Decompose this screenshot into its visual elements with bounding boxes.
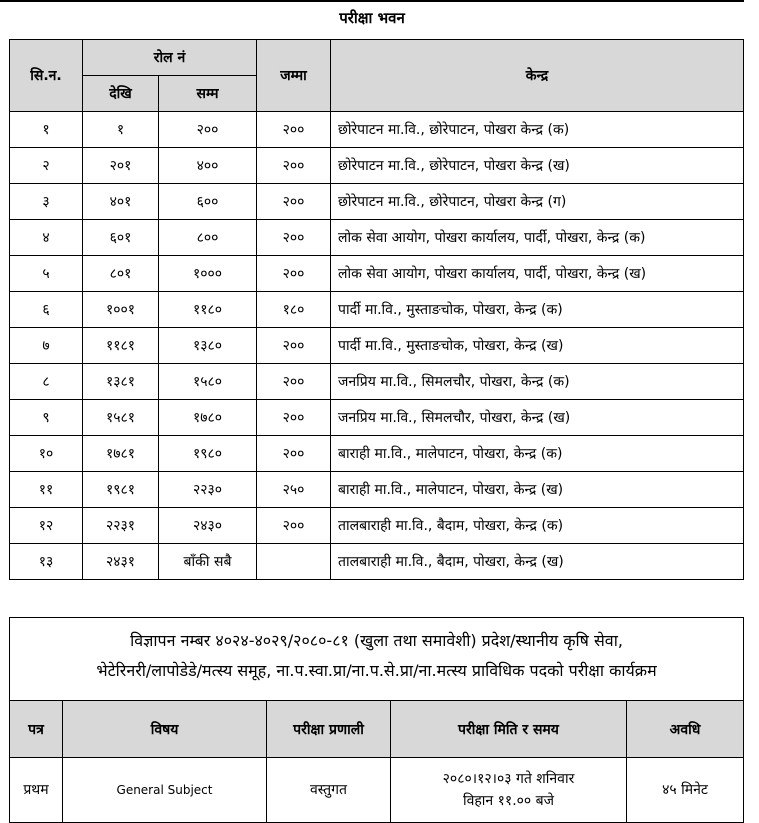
table-row [10, 148, 744, 184]
row-center: छोरेपाटन मा.वि., छोरेपाटन, पोखरा केन्द्र (ग) [331, 184, 744, 220]
header-to: सम्म [159, 76, 257, 112]
exam-subject: General Subject [116, 783, 213, 797]
row-total [257, 544, 331, 580]
header-duration: अवधि [627, 701, 744, 758]
table-row [10, 508, 744, 544]
row-total: १८० [257, 292, 331, 328]
row-from: १७८१ [83, 436, 159, 472]
row-sn: १२ [10, 508, 83, 544]
row-center: तालबाराही मा.वि., बैदाम, पोखरा, केन्द्र (ख) [331, 544, 744, 580]
row-total: २०० [257, 364, 331, 400]
table-row [10, 472, 744, 508]
exam-paper: प्रथम [23, 782, 49, 798]
row-sn: ५ [10, 256, 83, 292]
row-from: ६०१ [83, 220, 159, 256]
row-sn: ११ [10, 472, 83, 508]
row-total: २०० [257, 400, 331, 436]
row-from: २४३१ [83, 544, 159, 580]
exam-duration: ४५ मिनेट [662, 782, 708, 798]
exam-center-table [9, 39, 744, 580]
row-to: २०० [159, 112, 257, 148]
row-to: १५८० [159, 364, 257, 400]
top-rule [0, 0, 744, 2]
row-sn: ७ [10, 328, 83, 364]
table-row [10, 400, 744, 436]
table-row [10, 184, 744, 220]
table-row [10, 220, 744, 256]
row-sn: १३ [10, 544, 83, 580]
row-total: २०० [257, 220, 331, 256]
row-total: २०० [257, 184, 331, 220]
row-center: पार्दी मा.वि., मुस्ताङचोक, पोखरा, केन्द्र (ख) [331, 328, 744, 364]
row-from: १००१ [83, 292, 159, 328]
exam-datetime [391, 758, 626, 822]
row-to: २४३० [159, 508, 257, 544]
row-to: बाँकी सबै [159, 544, 257, 580]
row-to: ४०० [159, 148, 257, 184]
row-from: १३८१ [83, 364, 159, 400]
row-to: १००० [159, 256, 257, 292]
notice-box [9, 617, 744, 700]
header-from: देखि [83, 76, 159, 112]
row-sn: ४ [10, 220, 83, 256]
row-total: २०० [257, 112, 331, 148]
table-row [10, 364, 744, 400]
row-from: ८०१ [83, 256, 159, 292]
exam-row [10, 758, 744, 823]
row-to: ११८० [159, 292, 257, 328]
table-row [10, 112, 744, 148]
row-center: छोरेपाटन मा.वि., छोरेपाटन, पोखरा केन्द्र (क) [331, 112, 744, 148]
row-center: बाराही मा.वि., मालेपाटन, पोखरा, केन्द्र (ख) [331, 472, 744, 508]
exam-system: वस्तुगत [309, 782, 348, 798]
row-center: पार्दी मा.वि., मुस्ताङचोक, पोखरा, केन्द्र (क) [331, 292, 744, 328]
exam-date: २०८०।१२।०३ गते शनिवार [442, 771, 575, 787]
header-center: केन्द्र [331, 40, 744, 112]
row-to: २२३० [159, 472, 257, 508]
page-title: परीक्षा भवन [339, 9, 405, 27]
row-from: २०१ [83, 148, 159, 184]
row-center: तालबाराही मा.वि., बैदाम, पोखरा, केन्द्र (क) [331, 508, 744, 544]
row-to: ८०० [159, 220, 257, 256]
row-sn: १ [10, 112, 83, 148]
row-sn: २ [10, 148, 83, 184]
row-from: १९८१ [83, 472, 159, 508]
table-row [10, 256, 744, 292]
header-subject: विषय [63, 701, 267, 758]
row-total: २५० [257, 472, 331, 508]
row-total: २०० [257, 436, 331, 472]
notice-line-2: भेटेरिनरी/लापोडेडे/मत्स्य समूह, ना.प.स्वा.प्रा/ना.प.से.प्रा/ना.मत्स्य प्राविधिक पदको परीक्षा कार्यक्रम [96, 661, 657, 680]
header-sn: सि.न. [10, 40, 83, 112]
row-center: बाराही मा.वि., मालेपाटन, पोखरा, केन्द्र (क) [331, 436, 744, 472]
header-datetime: परीक्षा मिति र समय [391, 701, 627, 758]
row-to: १९८० [159, 436, 257, 472]
row-center: जनप्रिय मा.वि., सिमलचौर, पोखरा, केन्द्र (क) [331, 364, 744, 400]
header-paper: पत्र [10, 701, 63, 758]
header-system: परीक्षा प्रणाली [267, 701, 391, 758]
row-sn: ६ [10, 292, 83, 328]
row-from: ११८१ [83, 328, 159, 364]
table-row [10, 436, 744, 472]
row-total: २०० [257, 508, 331, 544]
row-sn: ९ [10, 400, 83, 436]
row-to: १७८० [159, 400, 257, 436]
row-total: २०० [257, 256, 331, 292]
table-row [10, 292, 744, 328]
row-sn: १० [10, 436, 83, 472]
row-to: ६०० [159, 184, 257, 220]
row-center: जनप्रिय मा.वि., सिमलचौर, पोखरा, केन्द्र (ख) [331, 400, 744, 436]
exam-time: विहान ११.०० बजे [462, 793, 555, 809]
row-sn: ३ [10, 184, 83, 220]
table-row [10, 544, 744, 580]
header-roll: रोल नं [83, 40, 257, 76]
header-total: जम्मा [257, 40, 331, 112]
row-sn: ८ [10, 364, 83, 400]
row-center: छोरेपाटन मा.वि., छोरेपाटन, पोखरा केन्द्र (ख) [331, 148, 744, 184]
row-center: लोक सेवा आयोग, पोखरा कार्यालय, पार्दी, पोखरा, केन्द्र (ख) [331, 256, 744, 292]
row-total: २०० [257, 148, 331, 184]
table-row [10, 328, 744, 364]
row-from: ४०१ [83, 184, 159, 220]
exam-schedule-table [9, 700, 744, 823]
row-from: १५८१ [83, 400, 159, 436]
notice-line-1: विज्ञापन नम्बर ४०२४-४०२९/२०८०-८१ (खुला तथा समावेशी) प्रदेश/स्थानीय कृषि सेवा, [130, 631, 623, 650]
row-center: लोक सेवा आयोग, पोखरा कार्यालय, पार्दी, पोखरा, केन्द्र (क) [331, 220, 744, 256]
row-from: १ [83, 112, 159, 148]
row-from: २२३१ [83, 508, 159, 544]
row-to: १३८० [159, 328, 257, 364]
row-total: २०० [257, 328, 331, 364]
